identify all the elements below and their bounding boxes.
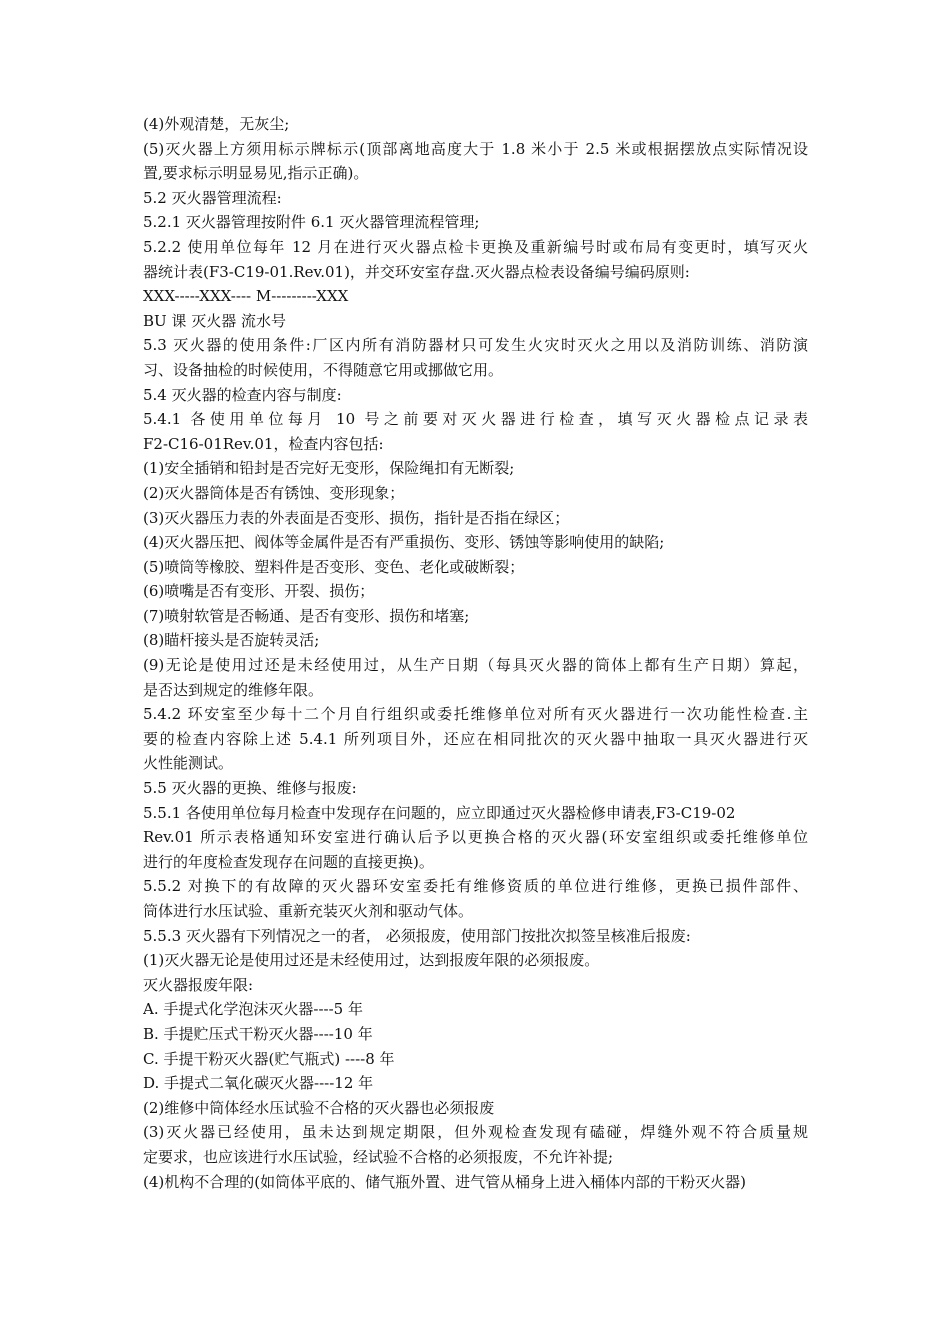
list-item: (1)灭火器无论是使用过还是未经使用过，达到报废年限的必须报废。: [143, 951, 600, 970]
section-heading: 5.5 灭火器的更换、维修与报废:: [143, 779, 357, 798]
list-item: C. 手提干粉灭火器(贮气瓶式) ----8 年: [143, 1049, 395, 1068]
list-item: (5)喷筒等橡胶、塑料件是否变形、变色、老化或破断裂；: [143, 557, 525, 576]
text-line: 火性能测试。: [143, 754, 234, 773]
text-line: 定要求，也应该进行水压试验，经试验不合格的必须报废，不允许补提;: [143, 1147, 614, 1166]
list-item: (8)瞄杆接头是否旋转灵活;: [143, 631, 320, 650]
text-line: Rev.01 所示表格通知环安室进行确认后予以更换合格的灭火器(环安室组织或委托维修单位: [143, 828, 808, 847]
section-heading: 5.4 灭火器的检查内容与制度:: [143, 385, 342, 404]
text-line: 5.2.1 灭火器管理按附件 6.1 灭火器管理流程管理;: [143, 213, 480, 232]
text-line: 5.5.2 对换下的有故障的灭火器环安室委托有维修资质的单位进行维修，更换已损件部件、: [143, 877, 808, 896]
code-pattern: XXX-----XXX---- M---------XXX: [143, 287, 349, 306]
list-item: A. 手提式化学泡沫灭火器----5 年: [143, 1000, 363, 1019]
text-line: 置,要求标示明显易见,指示正确)。: [143, 164, 369, 183]
text-line: 器统计表(F3-C19-01.Rev.01)，并交环安室存盘.灭火器点检表设备编号编码原则:: [143, 262, 690, 281]
text-line: 习、设备抽检的时候使用，不得随意它用或挪做它用。: [143, 360, 504, 379]
text-line: 筒体进行水压试验、重新充装灭火剂和驱动气体。: [143, 902, 474, 920]
text-line: 5.4.2 环安室至少每十二个月自行组织或委托维修单位对所有灭火器进行一次功能性检查.主: [143, 705, 808, 724]
list-item: D. 手提式二氧化碳灭火器----12 年: [143, 1074, 374, 1093]
text-line: 灭火器报废年限:: [143, 975, 254, 994]
list-item: (2)灭火器筒体是否有锈蚀、变形现象；: [143, 483, 405, 502]
list-item: (2)维修中筒体经水压试验不合格的灭火器也必须报废: [143, 1098, 495, 1117]
text-line: F2-C16-01Rev.01，检查内容包括:: [143, 434, 384, 453]
text-line: 5.5.1 各使用单位每月检查中发现存在问题的，应立即通过灭火器检修申请表,F3-C19-02: [143, 803, 736, 822]
list-item: (7)喷射软管是否畅通、是否有变形、损伤和堵塞;: [143, 606, 470, 625]
text-line: (5)灭火器上方须用标示牌标示(顶部离地高度大于 1.8 米小于 2.5 米或根据摆放点实际情况设: [143, 139, 808, 158]
text-line: 5.3 灭火器的使用条件:厂区内所有消防器材只可发生火灾时灭火之用以及消防训练、消防演: [143, 336, 808, 355]
text-line: (4)外观清楚，无灰尘;: [143, 115, 290, 133]
document-body: [143, 112, 808, 1194]
list-item: (3)灭火器已经使用，虽未达到规定期限，但外观检查发现有磕碰，焊缝外观不符合质量规: [143, 1123, 808, 1142]
list-item: (4)机构不合理的(如筒体平底的、储气瓶外置、进气管从桶身上进入桶体内部的干粉灭火器): [143, 1172, 746, 1191]
text-line: 要的检查内容除上述 5.4.1 所列项目外，还应在相同批次的灭火器中抽取一具灭火器进行灭: [143, 729, 808, 748]
text-line: 5.5.3 灭火器有下列情况之一的者， 必须报废，使用部门按批次拟签呈核准后报废:: [143, 926, 691, 945]
text-line: 是否达到规定的维修年限。: [143, 680, 324, 699]
text-line: 5.4.1 各使用单位每月 10 号之前要对灭火器进行检查，填写灭火器检点记录表: [143, 410, 808, 429]
list-item: (3)灭火器压力表的外表面是否变形、损伤，指针是否指在绿区；: [143, 508, 570, 527]
text-line: 5.2.2 使用单位每年 12 月在进行灭火器点检卡更换及重新编号时或布局有变更时，填写灭火: [143, 237, 808, 256]
list-item: B. 手提贮压式干粉灭火器----10 年: [143, 1024, 373, 1043]
list-item: (1)安全插销和铅封是否完好无变形，保险绳扣有无断裂;: [143, 459, 515, 478]
text-line: 进行的年度检查发现存在问题的直接更换)。: [143, 852, 434, 871]
list-item: (6)喷嘴是否有变形、开裂、损伤；: [143, 582, 375, 601]
list-item: (9)无论是使用过还是未经使用过，从生产日期（每具灭火器的筒体上都有生产日期）算起，: [143, 656, 808, 675]
section-heading: 5.2 灭火器管理流程:: [143, 188, 282, 207]
code-legend: BU 课 灭火器 流水号: [143, 311, 286, 330]
list-item: (4)灭火器压把、阀体等金属件是否有严重损伤、变形、锈蚀等影响使用的缺陷;: [143, 533, 665, 552]
